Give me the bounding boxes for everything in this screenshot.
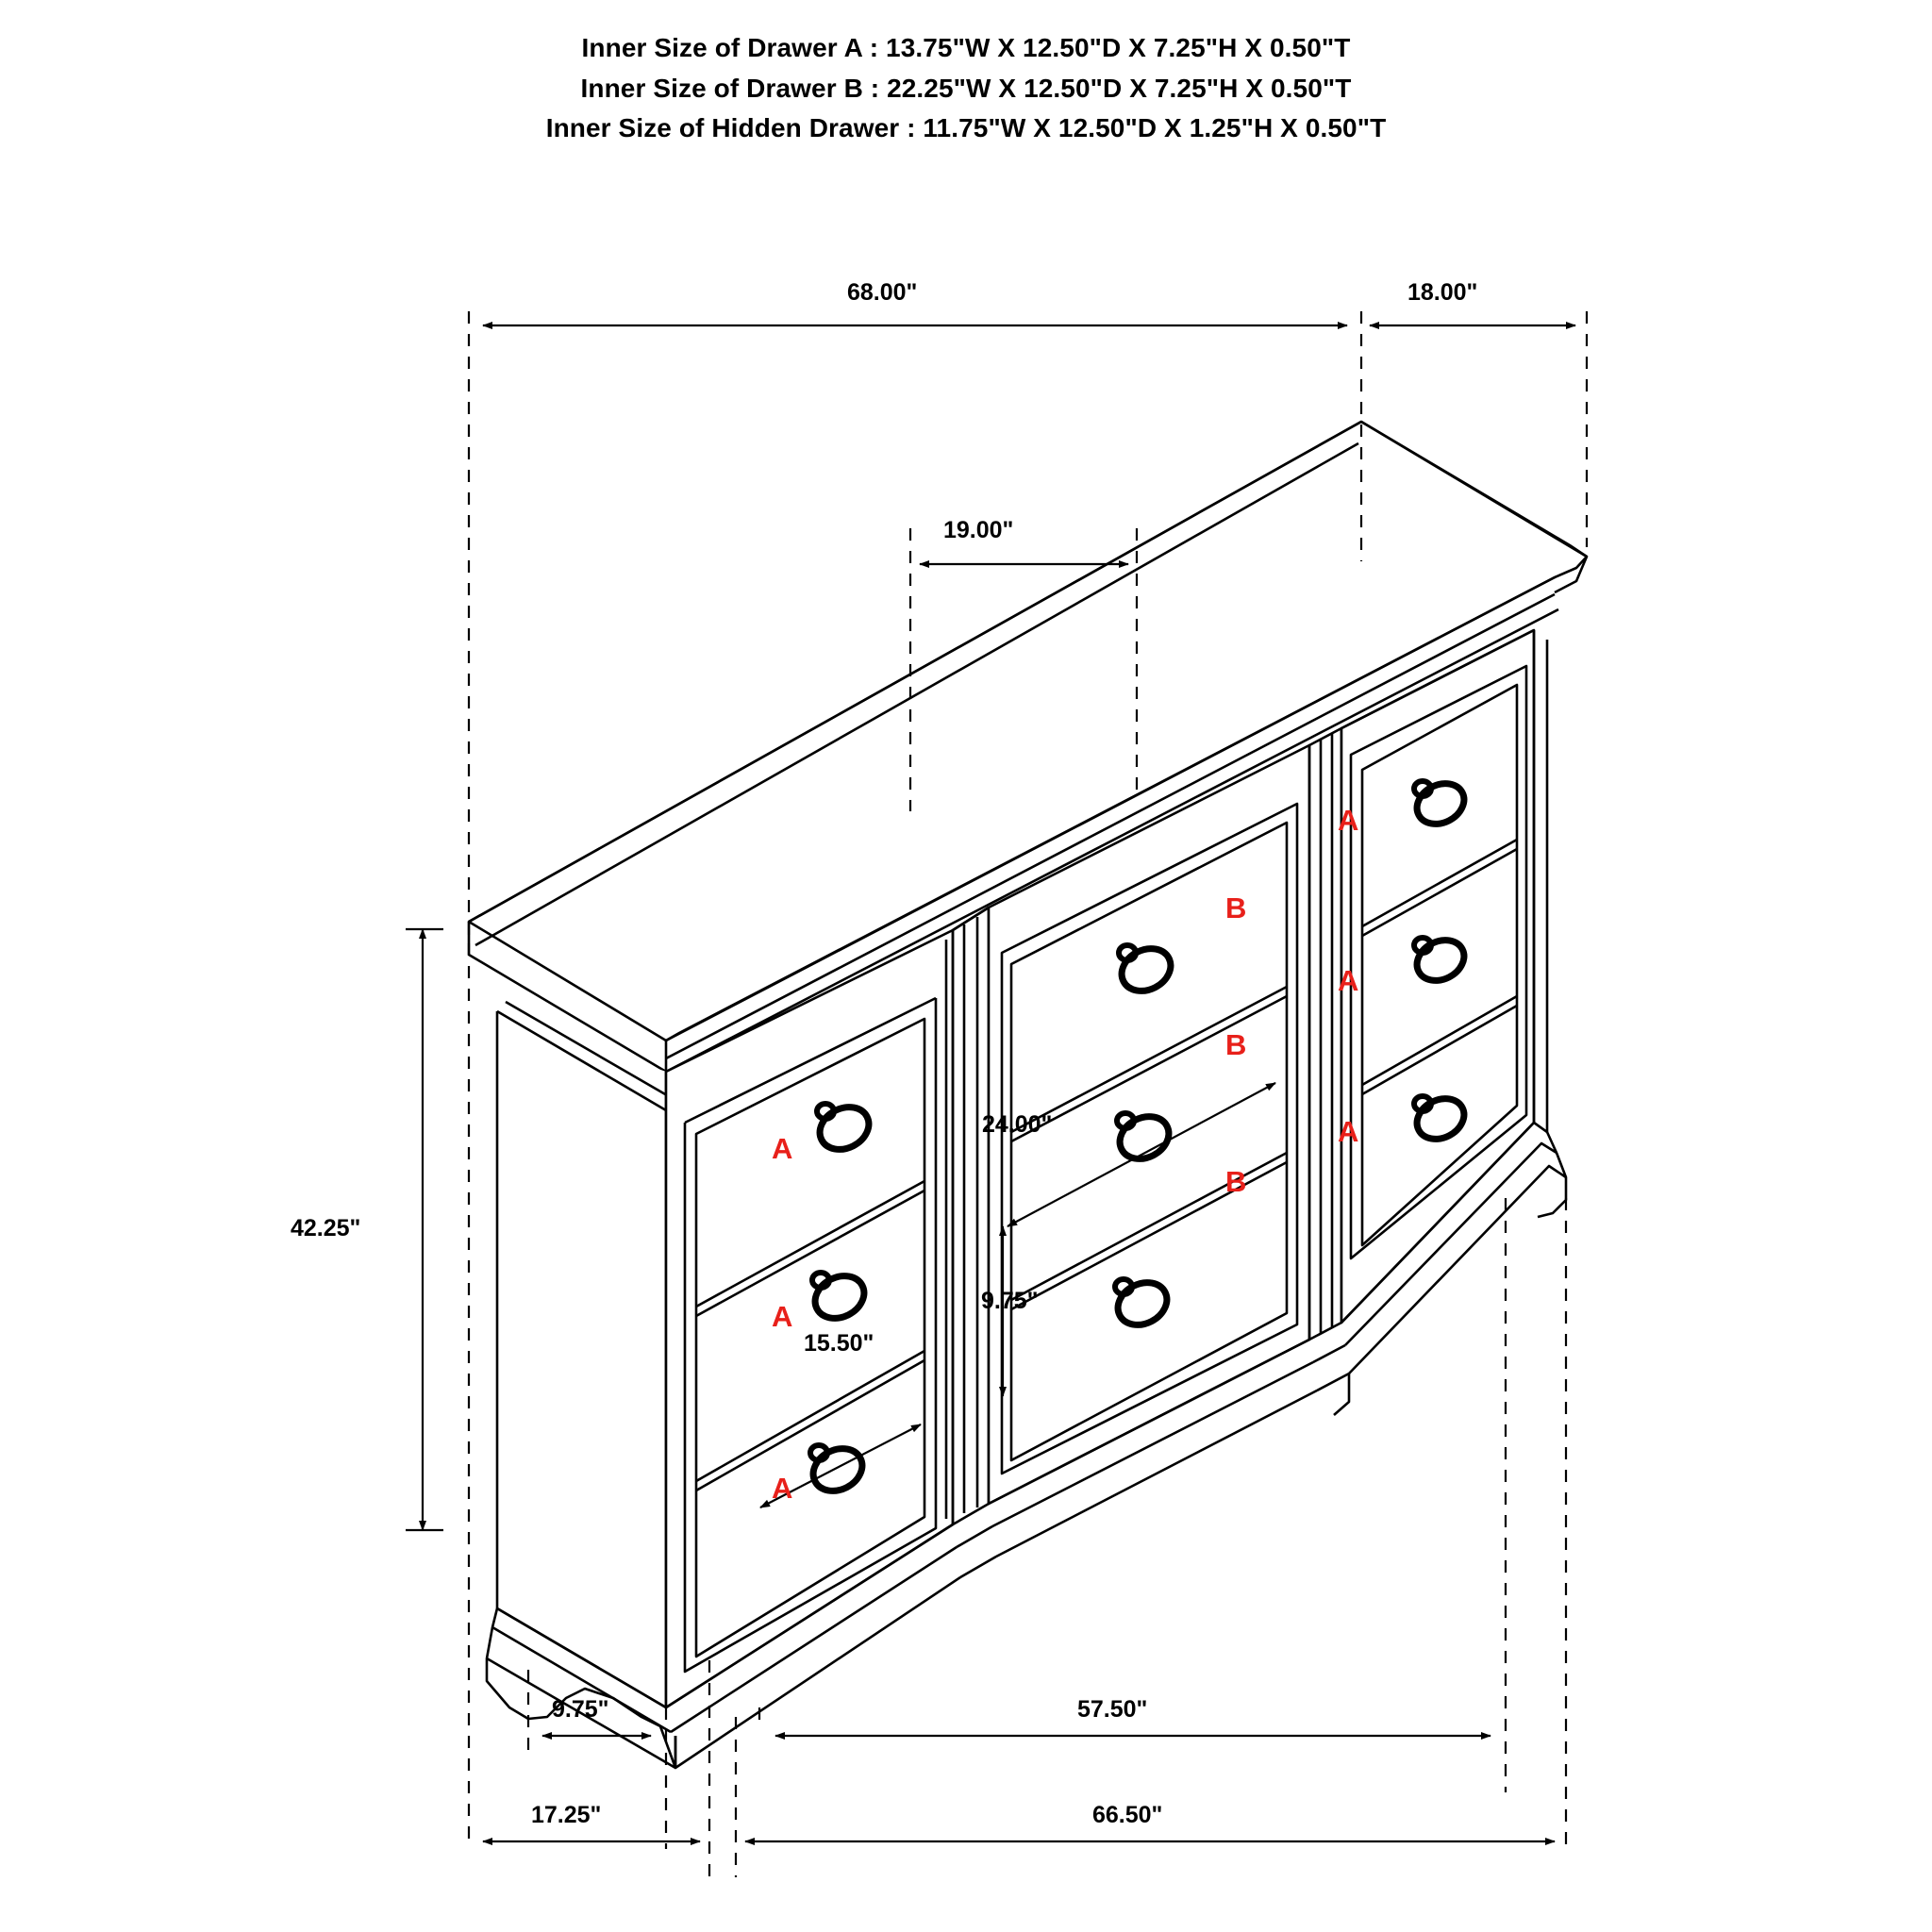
pilaster-base-2 xyxy=(960,1557,996,1577)
drawer-letter-center-3: B xyxy=(1225,1165,1247,1198)
dim-label-top-width: 68.00" xyxy=(847,279,918,306)
pilaster-base-1 xyxy=(957,1526,992,1547)
pilaster2-base-1 xyxy=(1313,1345,1345,1362)
right-drawer-front-panel xyxy=(1341,630,1534,1323)
dim-label-base-left: 9.75" xyxy=(552,1696,609,1723)
pilaster-left-center xyxy=(953,908,989,1524)
dim-label-drawer-a-width: 15.50" xyxy=(804,1330,874,1357)
dim-label-base-mid: 57.50" xyxy=(1077,1696,1148,1723)
right-side-thickness xyxy=(1534,630,1547,1132)
spec-line-drawer-a: Inner Size of Drawer A : 13.75"W X 12.50"D X 7.25"H X 0.50"T xyxy=(581,33,1351,62)
dim-label-drawer-b-width: 24.00" xyxy=(982,1111,1053,1138)
dim-label-drawer-height: 9.75" xyxy=(981,1288,1039,1314)
drawer-letter-left-2: A xyxy=(772,1300,793,1333)
drawer-letter-center-2: B xyxy=(1225,1028,1247,1061)
drawer-letter-center-1: B xyxy=(1225,891,1247,924)
drawer-letter-left-1: A xyxy=(772,1132,793,1165)
spec-line-hidden-drawer: Inner Size of Hidden Drawer : 11.75"W X 12.50"D X 1.25"H X 0.50"T xyxy=(545,113,1387,143)
dim-label-top-right-depth: 18.00" xyxy=(1407,279,1478,306)
pilaster2-base-2 xyxy=(1317,1374,1349,1391)
drawer-letter-right-3: A xyxy=(1338,1115,1359,1148)
pilaster-center-right xyxy=(1309,728,1341,1340)
drawer-letter-right-1: A xyxy=(1338,804,1359,837)
left-drawer-front-panel xyxy=(666,930,953,1707)
dresser-body xyxy=(469,422,1587,1768)
dim-label-base-left-total: 17.25" xyxy=(531,1802,602,1828)
pilaster-top xyxy=(953,908,989,930)
drawer-letter-left-3: A xyxy=(772,1472,793,1505)
dim-label-height: 42.25" xyxy=(291,1215,361,1241)
spec-line-drawer-b: Inner Size of Drawer B : 22.25"W X 12.50"D X 7.25"H X 0.50"T xyxy=(580,73,1352,103)
left-side-panel xyxy=(497,1011,666,1707)
dim-label-top-inner: 19.00" xyxy=(943,517,1014,543)
drawer-letter-right-2: A xyxy=(1338,964,1359,997)
dim-label-base-total: 66.50" xyxy=(1092,1802,1163,1828)
